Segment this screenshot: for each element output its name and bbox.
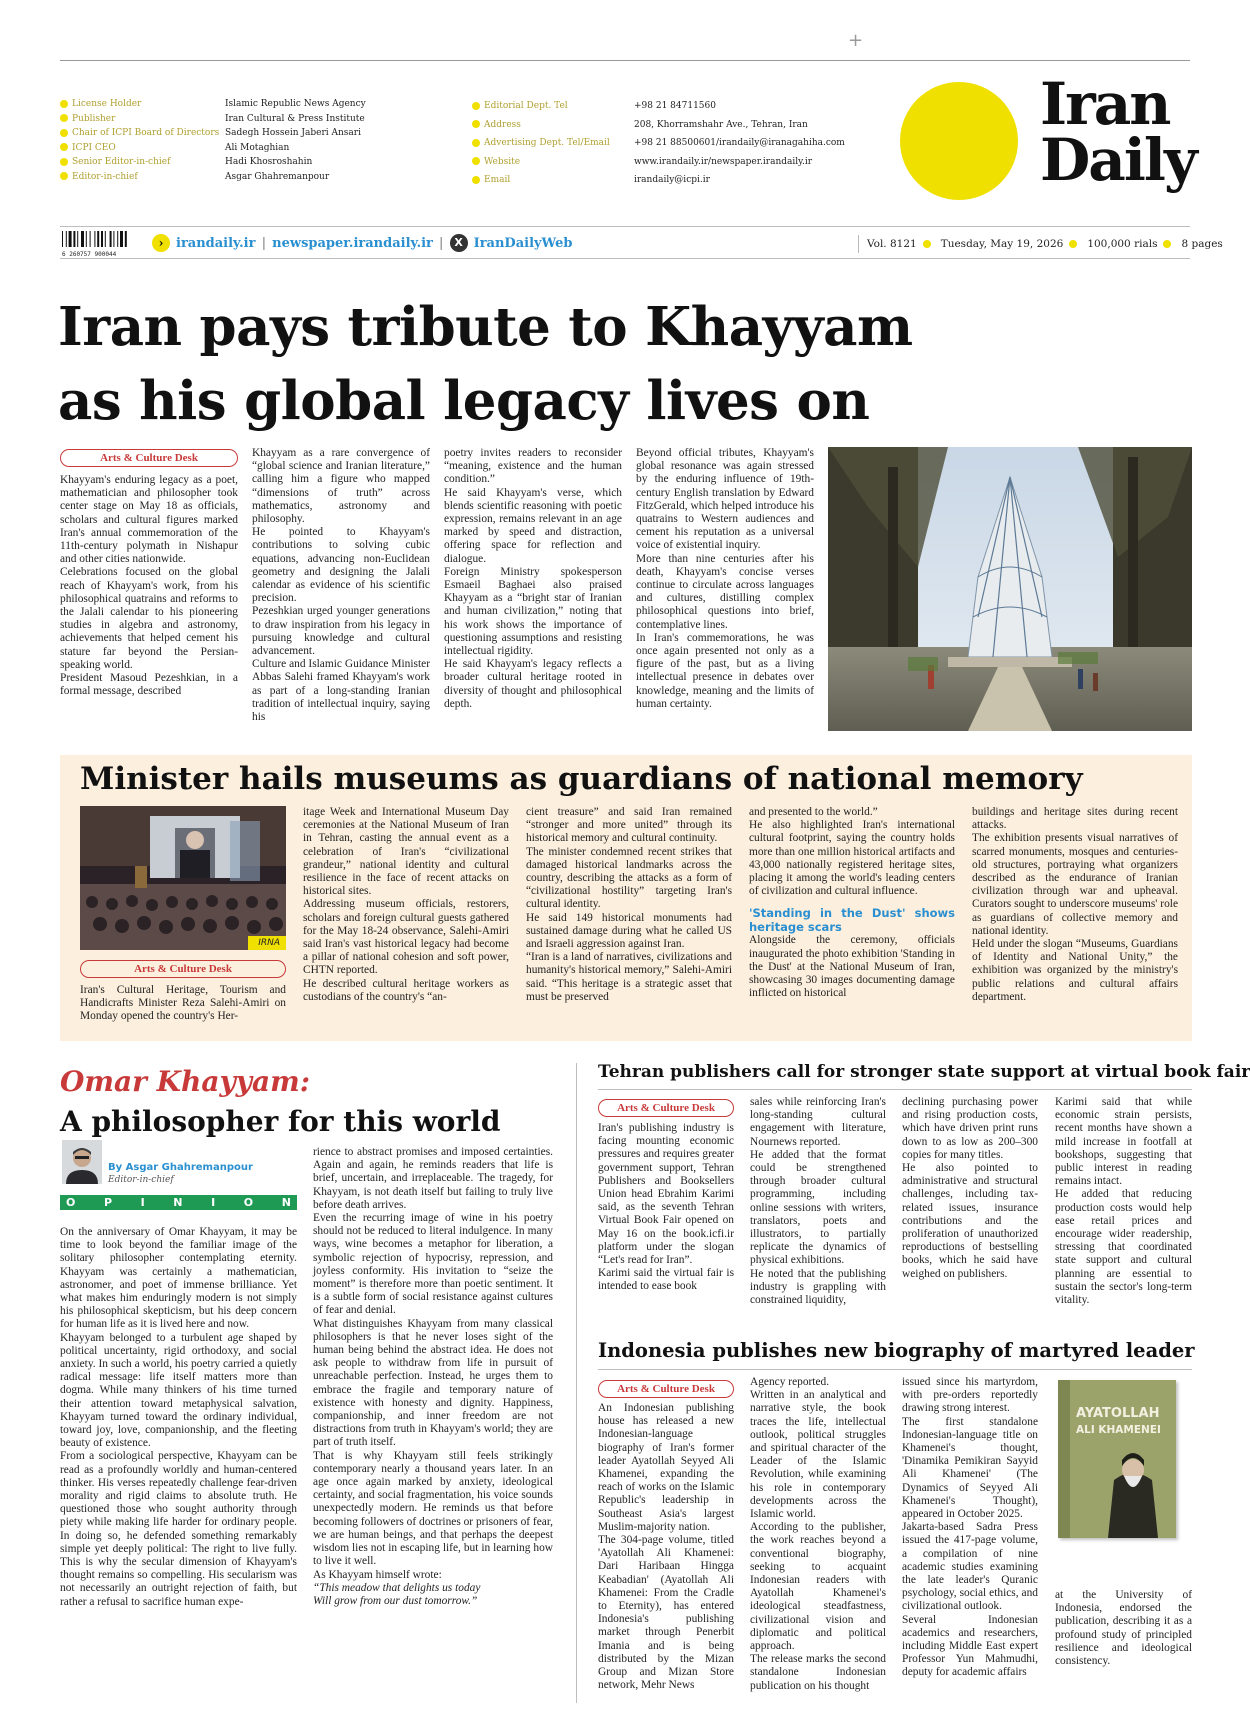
paragraph: issued since his martyrdom, with pre-orders reportedly drawing strong interest. — [902, 1376, 1038, 1415]
infobar-bottom-rule — [60, 258, 1190, 259]
masthead-text: Publisher — [72, 113, 116, 124]
masthead-left-values — [225, 97, 385, 184]
museum-photo — [80, 806, 286, 950]
bookfair-column-1 — [598, 1122, 734, 1294]
masthead-text: +98 21 88500601/irandaily@iranagahiha.com — [634, 138, 845, 148]
paragraph: Agency reported. — [750, 1376, 830, 1388]
lead-column-2 — [252, 447, 430, 724]
volume: Vol. 8121 — [867, 238, 917, 250]
opinion-column-2 — [313, 1146, 553, 1608]
dot-icon — [60, 172, 68, 180]
opinion-letter: I — [211, 1196, 216, 1209]
top-rule — [60, 60, 1190, 61]
paragraph: poetry invites readers to reconsider “meaning, existence and the human condition.” — [444, 447, 622, 486]
paragraph: On the anniversary of Omar Khayyam, it may be time to look beyond the familiar image of the solitary philosopher contemplating eternity. Khayyam was certainly a mathematician, astronomer, and poet of immense brilliance. Yet what makes him enduringly modern is not simply his philosophical skepticism, but his deep concern for human life as it is lived here and now. — [60, 1226, 297, 1331]
masthead-text: License Holder — [72, 99, 142, 109]
masthead-text: ICPI CEO — [72, 142, 116, 153]
paragraph: He also pointed to administrative and structural challenges, including tax-related issues, insurance contributions and the proliferation of unauthorized reproductions of bestselling books, which he said have weighed on publishers. — [902, 1162, 1038, 1280]
issue-info — [858, 235, 1223, 253]
paragraph: From a sociological perspective, Khayyam can be read as a profoundly worldly and human-centered thinker. His verses repeatedly challenge fear-driven morality and rigid claims to absolute truth. He questioned those who sought authority through piety while making life harder for ordinary people. In doing so, he defended something remarkably simple yet deeply political: The right to live fully. This is why the secular dimension of Khayyam's thought remains so compelling. His secularism was not necessarily an outright rejection of faith, but rather a refusal to sacrifice human expe- — [60, 1450, 297, 1608]
quote-line-1: “This meadow that delights us today — [313, 1581, 481, 1594]
dot-icon — [60, 114, 68, 122]
photo-credit — [248, 936, 286, 950]
author-role: Editor-in-chief — [108, 1175, 174, 1185]
paragraph: Addressing museum officials, restorers, scholars and foreign cultural guests gathered for the May 18-24 observance, Salehi-Amiri said Iran's vast historical legacy had become a pillar of national cohesion and soft power, CHTN reported. — [303, 898, 509, 977]
paragraph: Karimi said the virtual fair is intended to ease book — [598, 1267, 734, 1293]
paragraph: President Masoud Pezeshkian, in a formal message, described — [60, 672, 238, 698]
dot-icon — [472, 139, 480, 147]
indonesia-column-3 — [902, 1376, 1038, 1680]
infobar-top-rule — [60, 226, 1190, 227]
dot-icon — [60, 143, 68, 151]
opinion-letter: P — [103, 1196, 113, 1209]
masthead-value — [634, 171, 864, 190]
bookfair-column-2 — [750, 1096, 886, 1307]
paragraph: The 304-page volume, titled 'Ayatollah Ali Khamenei: Dari Haribaan Hingga Keabadian' (Ayatollah Ali Khamenei: From the Cradle to Eternity), has entered Indonesia's publishing market through Penerbit Imania and is being distributed by the Mizan Group and Mizan Store network, Mehr News — [598, 1534, 734, 1692]
opinion-headline: A philosopher for this world — [60, 1105, 501, 1138]
masthead-text: Advertising Dept. Tel/Email — [484, 138, 610, 148]
masthead-value — [634, 153, 864, 172]
opinion-letter: O — [243, 1196, 254, 1209]
author-photo — [62, 1140, 102, 1184]
opinion-column-2-text — [313, 1146, 553, 1582]
paragraph: The minister condemned recent strikes that damaged historical landmarks across the country, describing the attacks as a form of “civilizational hostility” targeting Iran's cultural identity. — [526, 845, 732, 911]
bookfair-headline: Tehran publishers call for stronger state support at virtual book fair — [598, 1062, 1250, 1082]
paragraph: In Iran's commemorations, he was once again presented not only as a figure of the past, but as a living intellectual presence in debates over knowledge, meaning and the limits of human certainty. — [636, 631, 814, 710]
masthead-text: Ali Motaghian — [225, 142, 290, 153]
paragraph: The first standalone Indonesian-language title on Khamenei's thought, 'Dinamika Pemikiran Sayyid Ali Khamenei' (The Dynamics of Seyyed Ali Khamenei's Thought), appeared in October 2025. — [902, 1415, 1038, 1521]
masthead-value — [225, 112, 385, 127]
museum-column-4 — [749, 806, 955, 1000]
mausoleum-photo — [828, 447, 1192, 731]
byline: By Asgar Ghahremanpour — [108, 1162, 253, 1173]
logo-line-2: Daily — [1040, 126, 1196, 194]
museum-column-3 — [526, 806, 732, 1004]
paragraph: declining purchasing power and rising production costs, which have driven print runs down to as low as 200–300 copies for many titles. — [902, 1096, 1038, 1161]
paragraph: buildings and heritage sites during recent attacks. — [972, 806, 1178, 832]
photo-credit-text: IRNA — [258, 938, 280, 948]
barcode-icon — [62, 231, 148, 247]
dot-icon — [472, 176, 480, 184]
book-cover-illustration — [1058, 1380, 1176, 1538]
page-count: 8 pages — [1181, 238, 1223, 250]
registration-mark: + — [848, 30, 864, 51]
masthead-text: Sadegh Hossein Jaberi Ansari — [225, 128, 361, 138]
paragraph: He added that reducing production costs would help ease retail prices and encourage wider readership, stressing that coordinated state support and cultural planning are essential to sustain the sector's long-term vitality. — [1055, 1188, 1192, 1307]
masthead-text: Website — [484, 156, 521, 167]
book-title-line-1: AYATOLLAH — [1076, 1406, 1160, 1421]
dot-icon — [1163, 240, 1171, 248]
barcode — [62, 231, 148, 258]
paragraph: He pointed to Khayyam's contributions to solving cubic equations, advancing non-Euclidean geometry and designing the Jalali calendar as evidence of his scientific precision. — [252, 526, 430, 605]
masthead-label — [60, 126, 220, 141]
paragraph: The release marks the second standalone Indonesian publication on his thought — [750, 1653, 886, 1692]
opinion-letter: O — [66, 1196, 76, 1209]
paragraph: Culture and Islamic Guidance Minister Abbas Salehi framed Khayyam's work as part of a long-standing Iranian tradition of intellectual inquiry, saying his — [252, 658, 430, 724]
masthead-mid-values — [634, 97, 864, 190]
masthead-label — [60, 155, 220, 170]
museum-column-2 — [303, 806, 509, 1004]
indonesia-headline: Indonesia publishes new biography of martyred leader — [598, 1339, 1195, 1362]
paragraph: at the University of Indonesia, endorsed the publication, describing it as a profound study of principled resilience and ideological consistency. — [1055, 1589, 1192, 1668]
issue-date: Tuesday, May 19, 2026 — [940, 238, 1064, 250]
quote-line-2: Will grow from our dust tomorrow.” — [313, 1594, 478, 1607]
masthead-label — [472, 134, 632, 153]
paragraph: Khayyam's enduring legacy as a poet, mathematician and philosopher took center stage on May 18 as officials, scholars and cultural figures marked Iran's annual commemoration of the 11th-century polymath in Nishapur and other cities nationwide. — [60, 474, 238, 566]
paragraph: Written in an analytical and narrative style, the book traces the life, intellectual outlook, political struggles and spiritual character of the Leader of the Islamic Revolution, while examining his role in contemporary developments across the Islamic world. — [750, 1389, 886, 1521]
bookfair-column-3 — [902, 1096, 1038, 1281]
masthead-left-labels — [60, 97, 220, 184]
masthead-label — [472, 171, 632, 190]
x-icon: X — [450, 234, 468, 252]
paragraph: According to the publisher, the work reaches beyond a conventional biography, seeking to acquaint Indonesian readers with Ayatollah Khamenei's ideological steadfastness, civilizational vision and diplomatic and political approach. — [750, 1521, 886, 1653]
opinion-label-bar — [60, 1195, 297, 1210]
book-title-line-2: ALI KHAMENEI — [1076, 1424, 1161, 1436]
paragraph: Even the recurring image of wine in his poetry should not be reduced to literal indulgence. In many ways, wine becomes a metaphor for liberation, a symbolic rejection of hypocrisy, repression, and joyless conformity. His invitation to “seize the moment” is therefore more than poetic sentiment. It is a subtle form of social resistance against cultures of fear and denial. — [313, 1212, 553, 1317]
masthead-value — [634, 97, 864, 116]
separator: | — [438, 235, 444, 251]
masthead-label — [60, 112, 220, 127]
paragraph: Khayyam belonged to a turbulent age shaped by political uncertainty, rigid orthodoxy, and social anxiety. In such a world, his poetry carried a quietly radical message: life itself matters more than dogma. While many thinkers of his time turned their attention toward metaphysical salvation, Khayyam turned toward the ordinary individual, toward joy, love, companionship, and the fleeting beauty of existence. — [60, 1331, 297, 1450]
masthead-value — [225, 170, 385, 185]
paragraph: What distinguishes Khayyam from many classical philosophers is that he never loses sight of the human being behind the abstract idea. He does not ask people to withdraw from life in pursuit of unreachable perfection. Instead, he urges them to embrace the fragile and temporary nature of existence with honesty and dignity. Happiness, companionship, and inner freedom are not distractions from truth in Khayyam's world; they are part of truth itself. — [313, 1317, 553, 1449]
masthead-value — [225, 155, 385, 170]
museum-column-4-text-a — [749, 806, 955, 898]
opinion-letter: N — [281, 1196, 291, 1209]
masthead-text: Senior Editor-in-chief — [72, 157, 171, 167]
masthead-value — [225, 97, 385, 112]
bookfair-desk-tag — [598, 1096, 734, 1117]
opinion-kicker: Omar Khayyam: — [60, 1065, 311, 1098]
bookfair-rule — [598, 1089, 1192, 1090]
masthead-text: Editorial Dept. Tel — [484, 101, 568, 111]
paragraph: cient treasure” and said Iran remained “stronger and more united” through its historical memory and cultural continuity. — [526, 806, 732, 845]
ceremony-illustration — [80, 806, 286, 950]
opinion-column-1 — [60, 1226, 297, 1609]
paragraph: He described cultural heritage workers as custodians of the country's “an- — [303, 977, 509, 1003]
paragraph: itage Week and International Museum Day ceremonies at the National Museum of Iran in Tehran, casting the annual event as a celebration of Iran's “civilizational grandeur,” national identity and cultural resilience in the face of recent attacks on historical sites. — [303, 806, 509, 898]
desk-tag: Arts & Culture Desk — [80, 960, 286, 978]
column-divider — [576, 1063, 577, 1703]
paragraph: The exhibition presents visual narratives of scarred monuments, mosques and centuries-old structures, portraying what organizers described as the endurance of Iranian civilization through war and upheaval. Curators sought to underscore museums' role as guardians of collective memory and national identity. — [972, 832, 1178, 937]
masthead-text: www.irandaily.ir/newspaper.irandaily.ir — [634, 156, 813, 167]
paragraph: He said Khayyam's legacy reflects a broader cultural heritage rooted in diversity of thought and philosophical depth. — [444, 658, 622, 710]
lead-column-1 — [60, 474, 238, 698]
author-portrait — [62, 1140, 102, 1184]
paragraph: sales while reinforcing Iran's long-standing cultural engagement with literature, Nournews reported. — [750, 1096, 886, 1148]
book-title — [1076, 1406, 1161, 1438]
masthead-text: Editor-in-chief — [72, 171, 138, 182]
paragraph: He said Khayyam's verse, which blends scientific reasoning with poetic expression, remains relevant in an age marked by speed and distraction, offering space for reflection and dialogue. — [444, 486, 622, 565]
museum-column-4-text-b — [749, 934, 955, 1000]
paragraph: That is why Khayyam still feels strikingly contemporary nearly a thousand years later. In an age once again marked by anxiety, ideological certainty, and social fragmentation, his voice sounds unexpectedly modern. He reminds us that before becoming followers of doctrines or prisoners of fear, we are human beings, and that perhaps the deepest wisdom lies not in escaping life, but in learning how to live it well. — [313, 1449, 553, 1568]
masthead-value — [634, 116, 864, 135]
masthead-label — [472, 153, 632, 172]
dot-icon — [472, 157, 480, 165]
masthead-text: +98 21 84711560 — [634, 101, 716, 111]
dot-icon — [472, 102, 480, 110]
site-link-2[interactable]: newspaper.irandaily.ir — [272, 235, 433, 251]
paragraph: Iran's publishing industry is facing mounting economic pressures and requires greater government support, Tehran Publishers and Booksellers Union head Ebrahim Karimi said, as the seventh Tehran Virtual Book Fair opened on May 16 on the book.icfi.ir platform under the slogan “Let's read for Iran”. — [598, 1122, 734, 1267]
paragraph: rience to abstract promises and imposed certainties. Again and again, he reminds readers that life is brief, uncertain, and irreplaceable. The tragedy, for Khayyam, is not death itself but failing to truly live before death arrives. — [313, 1146, 553, 1211]
paragraph: He added that the format could be strengthened through broader cultural programming, including online sessions with writers, translators, poets and illustrators, to partially replicate the dynamics of physical exhibitions. — [750, 1148, 886, 1267]
opinion-quote — [313, 1582, 553, 1608]
social-handle[interactable]: IranDailyWeb — [473, 235, 573, 251]
dot-icon — [1069, 240, 1077, 248]
site-link-1[interactable]: irandaily.ir — [176, 235, 256, 251]
masthead-value — [634, 134, 864, 153]
paragraph: Karimi said that while economic strain persists, recent months have shown a mild increase in footfall at bookshops, suggesting that public interest in reading remains intact. — [1055, 1096, 1192, 1188]
dot-icon — [60, 100, 68, 108]
desk-tag: Arts & Culture Desk — [598, 1380, 734, 1398]
masthead-text: Address — [484, 119, 521, 130]
dot-icon — [472, 120, 480, 128]
book-cover — [1058, 1380, 1176, 1538]
lead-headline-line-1: Iran pays tribute to Khayyam — [58, 296, 913, 358]
opinion-letter: I — [140, 1196, 145, 1209]
paragraph: Pezeshkian urged younger generations to draw inspiration from his legacy in pursuing knowledge and cultural advancement. — [252, 605, 430, 658]
indonesia-column-4 — [1055, 1589, 1192, 1668]
desk-tag: Arts & Culture Desk — [60, 449, 238, 467]
indonesia-rule — [598, 1369, 1192, 1370]
masthead-text: Asgar Ghahremanpour — [225, 171, 330, 182]
paragraph: Held under the slogan “Museums, Guardians of Identity and National Unity,” the exhibition was organized by the ministry's public relations and cultural affairs department. — [972, 938, 1178, 1003]
paragraph: Iran's Cultural Heritage, Tourism and Handicrafts Minister Reza Salehi-Amiri on Monday opened the country's Her- — [80, 984, 286, 1023]
logo-line-1: Iran — [1040, 70, 1170, 138]
indonesia-desk-tag — [598, 1377, 734, 1398]
paragraph: He said 149 historical monuments had sustained damage during what he called US and Israeli aggression against Iran. — [526, 911, 732, 951]
paragraph: He noted that the publishing industry is grappling with constrained liquidity, — [750, 1267, 886, 1307]
paragraph: “Iran is a land of narratives, civilizations and humanity's historical memory,” Salehi-Amiri said. “This heritage is a strategic asset that must be preserved — [526, 951, 732, 1003]
dot-icon — [60, 129, 68, 137]
paragraph: and presented to the world.” — [749, 806, 878, 818]
museum-column-5 — [972, 806, 1178, 1004]
museum-headline: Minister hails museums as guardians of national memory — [80, 761, 1083, 797]
byline-block — [108, 1161, 253, 1187]
museum-column-1 — [80, 984, 286, 1024]
bookfair-column-4 — [1055, 1096, 1192, 1307]
masthead-label — [472, 97, 632, 116]
paragraph: More than nine centuries after his death, Khayyam's concise verses continue to circulate across languages and cultures, distilling complex philosophical questions into brief, contemplative lines. — [636, 552, 814, 631]
masthead-mid-labels — [472, 97, 632, 190]
paragraph: An Indonesian publishing house has released a new Indonesian-language biography of Iran's former leader Ayatollah Seyyed Ali Khamenei, expanding the reach of works on the Islamic Republic's leadership in Southeast Asia's largest Muslim-majority nation. — [598, 1402, 734, 1533]
masthead-text: Islamic Republic News Agency — [225, 99, 366, 109]
paragraph: Khayyam as a rare convergence of “global science and Iranian literature,” calling him a figure who mapped “dimensions of truth” across mathematics, astronomy and philosophy. — [252, 447, 430, 526]
separator: | — [261, 235, 267, 251]
paragraph: Several Indonesian academics and researchers, including Middle East expert Professor Yun Mahmudhi, deputy for academic affairs — [902, 1613, 1038, 1679]
barcode-number: 6 260757 900044 — [62, 251, 117, 258]
paragraph: As Khayyam himself wrote: — [313, 1568, 442, 1581]
paragraph: Beyond official tributes, Khayyam's global resonance was again stressed by the enduring influence of 19th-century English translation by Edward FitzGerald, which helped introduce his quatrains to Western audiences and cement his reputation as a universal voice of existential inquiry. — [636, 447, 814, 552]
indonesia-column-2 — [750, 1376, 886, 1693]
logo-wordmark — [1040, 70, 1196, 194]
dot-icon — [923, 240, 931, 248]
dot-icon — [60, 158, 68, 166]
infobar-links — [152, 232, 572, 254]
paragraph: Foreign Ministry spokesperson Esmaeil Baghaei also praised Khayyam as a “bright star of Iranian and human civilization,” noting that his work shows the importance of questioning assumptions and resisting intellectual rigidity. — [444, 565, 622, 658]
lead-column-4 — [636, 447, 814, 711]
masthead-text: irandaily@icpi.ir — [634, 175, 710, 185]
paragraph: Celebrations focused on the global reach of Khayyam's work, from his philosophical quatrains and reforms to the Jalali calendar to his pioneering studies in algebra and astronomy, achievements that helped cement his stature far beyond the Persian-speaking world. — [60, 566, 238, 671]
masthead-text: 208, Khorramshahr Ave., Tehran, Iran — [634, 119, 808, 130]
masthead-text: Hadi Khosroshahin — [225, 157, 313, 167]
masthead-value — [225, 141, 385, 156]
masthead-label — [60, 170, 220, 185]
opinion-letter: N — [173, 1196, 183, 1209]
masthead-text: Iran Cultural & Press Institute — [225, 113, 365, 124]
masthead-text: Chair of ICPI Board of Directors — [72, 128, 220, 138]
paragraph: Jakarta-based Sadra Press issued the 417-page volume, a compilation of nine academic studies examining the late leader's Quranic psychology, social ethics, and civilizational outlook. — [902, 1521, 1038, 1613]
arrow-circle-icon: › — [152, 234, 170, 252]
logo-sun — [900, 82, 1018, 200]
masthead-label — [60, 141, 220, 156]
masthead-label — [472, 116, 632, 135]
indonesia-column-1 — [598, 1402, 734, 1692]
desk-tag: Arts & Culture Desk — [598, 1099, 734, 1117]
lead-column-3 — [444, 447, 622, 711]
price: 100,000 rials — [1087, 238, 1158, 250]
masthead-value — [225, 126, 385, 141]
paragraph: Alongside the ceremony, officials inaugurated the photo exhibition 'Standing in the Dust' at the National Museum of Iran, showcasing 30 images documenting damage inflicted on historical — [749, 934, 955, 1000]
masthead-text: Email — [484, 175, 511, 185]
museum-subhead: 'Standing in the Dust' shows heritage scars — [749, 906, 955, 935]
museum-desk-tag — [80, 957, 286, 978]
lead-desk-tag — [60, 446, 238, 467]
mausoleum-illustration — [828, 447, 1192, 731]
lead-headline — [58, 290, 913, 438]
lead-headline-line-2: as his global legacy lives on — [58, 370, 870, 432]
masthead-label — [60, 97, 220, 112]
paragraph: He also highlighted Iran's international cultural footprint, saying the country holds more than one million historical artifacts and 43,000 nationally registered heritage sites, placing it among the world's leading centers of civilization and cultural influence. — [749, 819, 955, 898]
